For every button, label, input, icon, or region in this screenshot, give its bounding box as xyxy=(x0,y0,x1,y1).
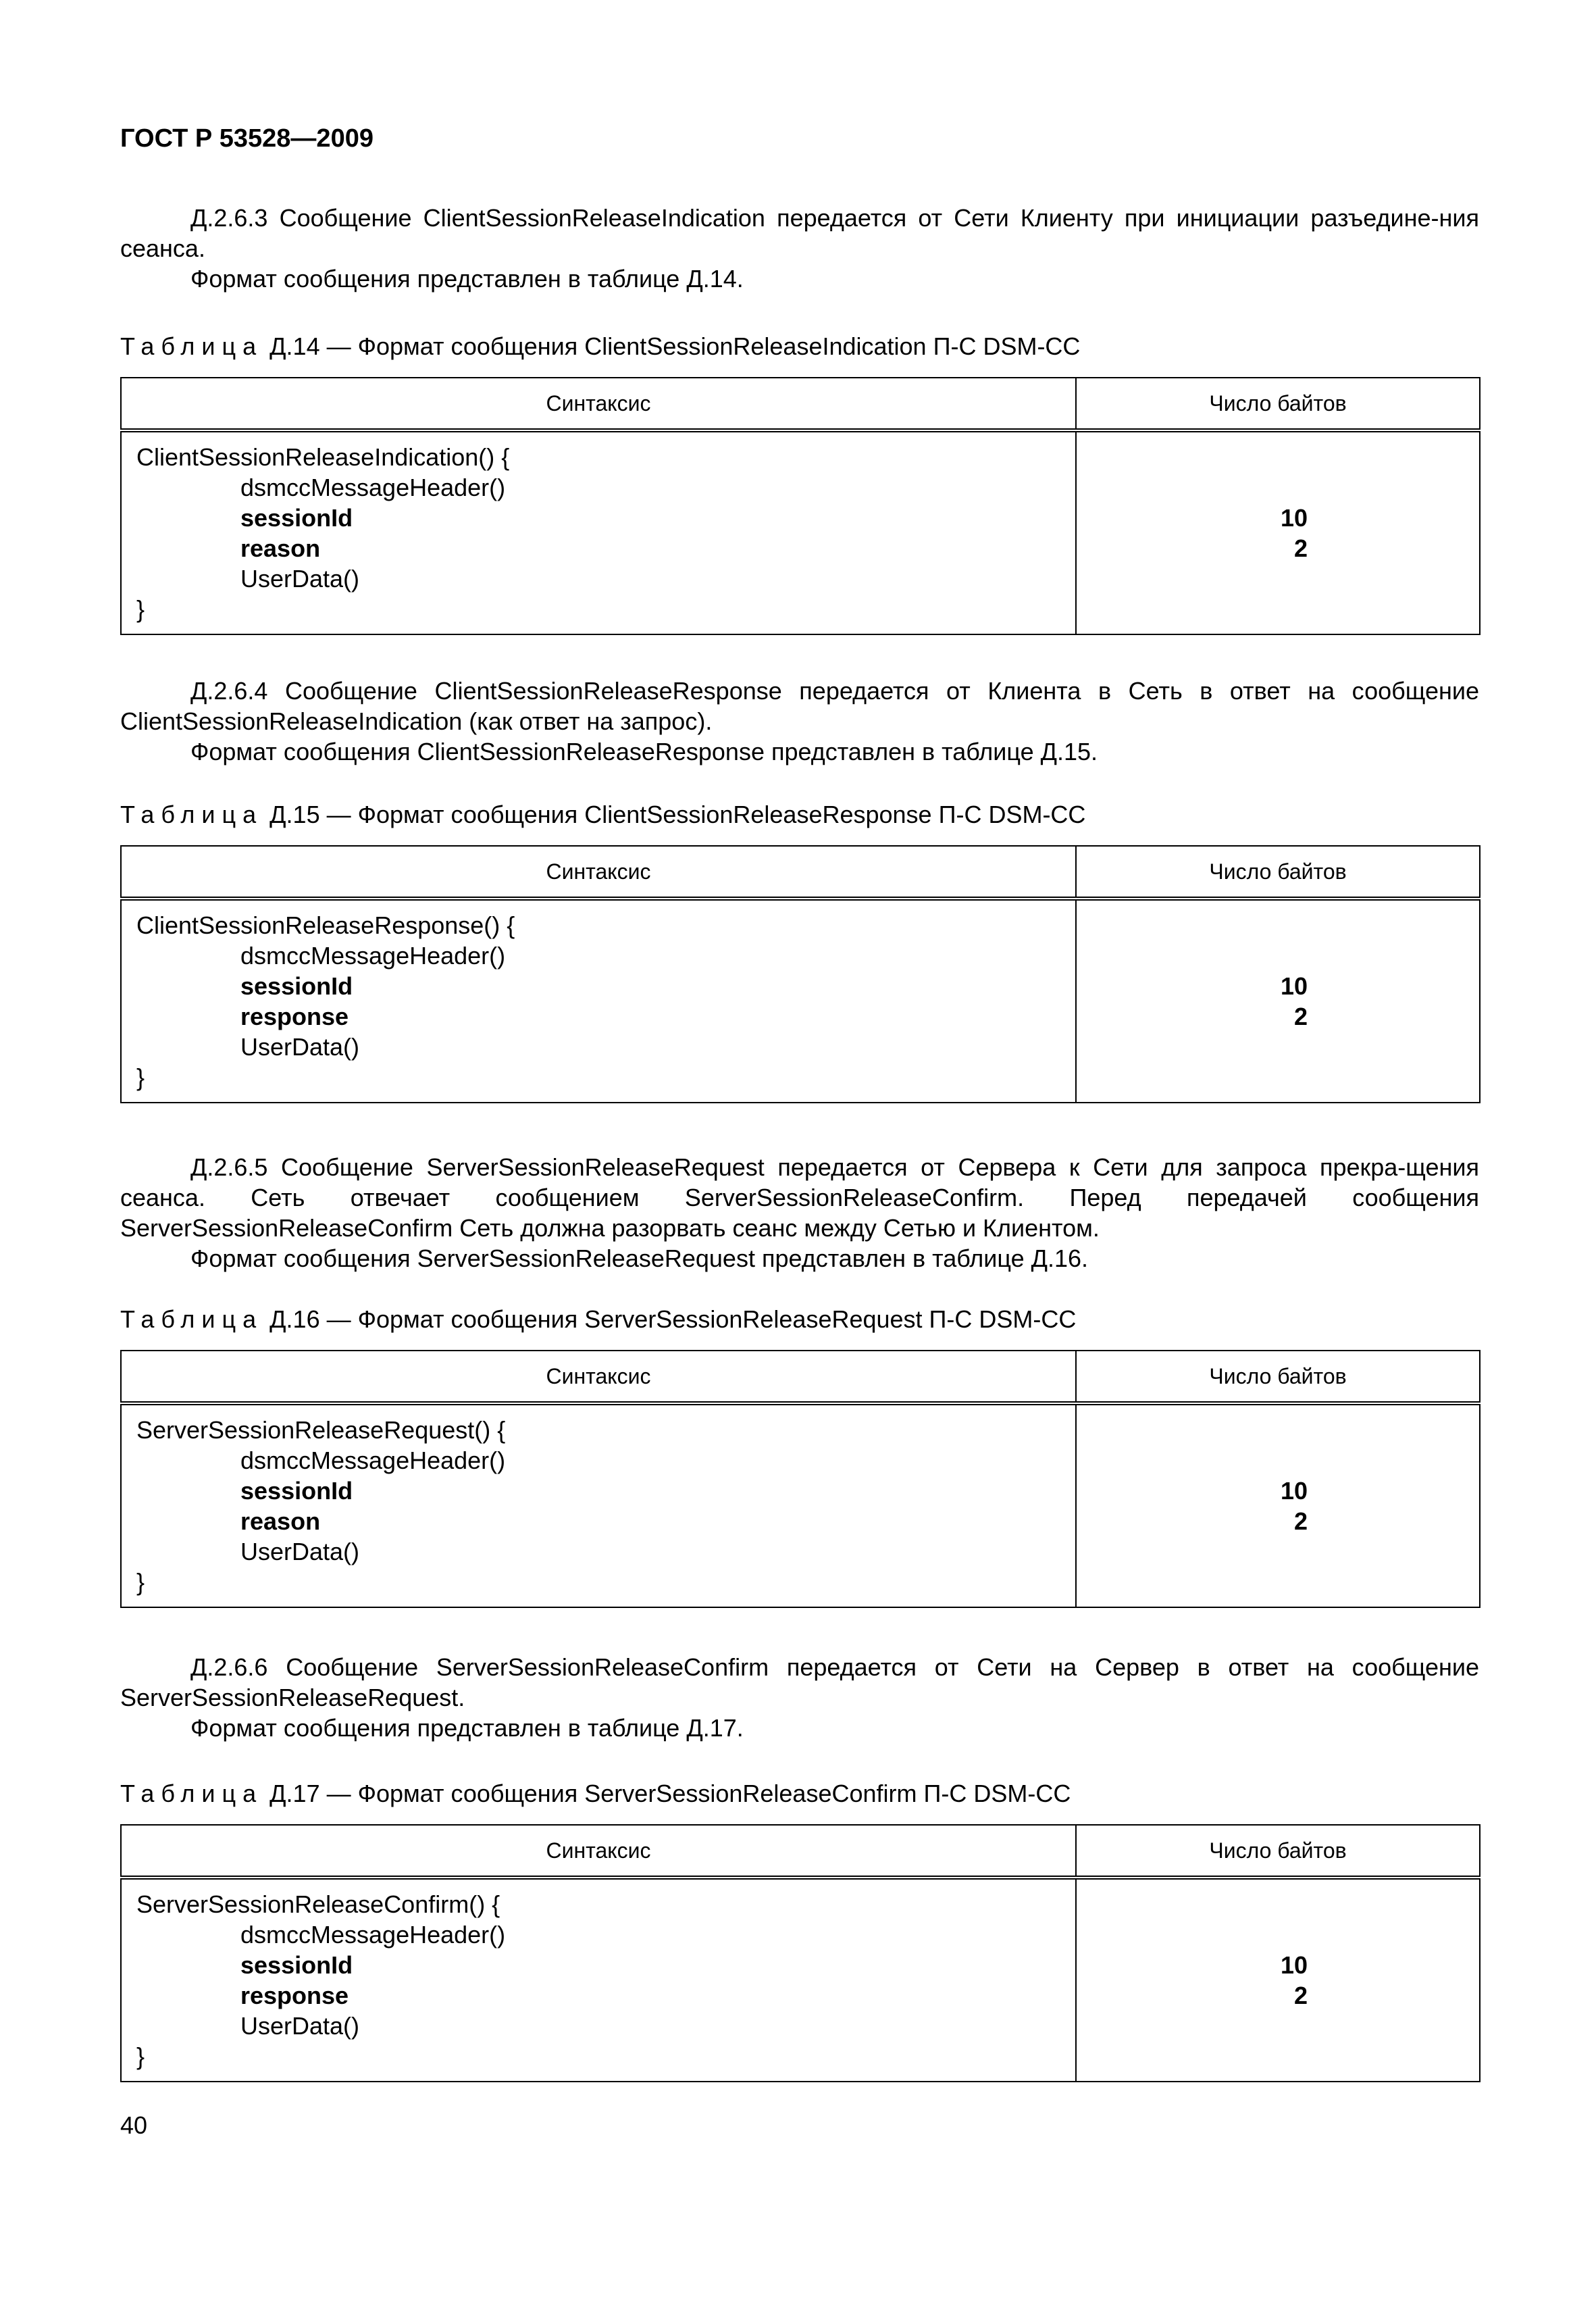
caption-prefix: Таблица xyxy=(120,801,263,828)
syntax-cell xyxy=(121,1403,1076,1607)
user-data-call: UserData() xyxy=(240,565,360,593)
field-session-id: sessionId xyxy=(240,972,353,1000)
table-caption-d15 xyxy=(120,799,1085,830)
header-call: dsmccMessageHeader() xyxy=(240,1447,506,1474)
format-table-d16 xyxy=(120,1350,1481,1608)
bytes-response: 2 xyxy=(1293,1982,1308,2009)
caption-text: Д.17 — Формат сообщения ServerSessionReleaseConfirm П-С DSM-CC xyxy=(269,1780,1071,1807)
caption-text: Д.15 — Формат сообщения ClientSessionReleaseResponse П-С DSM-CC xyxy=(269,801,1086,828)
syntax-cell xyxy=(121,1878,1076,2082)
caption-prefix: Таблица xyxy=(120,1780,263,1807)
paragraph: Д.2.6.3 Сообщение ClientSessionReleaseIndication передается от Сети Клиенту при инициации разъедине-ния сеанса. xyxy=(120,204,1479,262)
caption-prefix: Таблица xyxy=(120,1305,263,1333)
syntax-cell xyxy=(121,899,1076,1103)
user-data-call: UserData() xyxy=(240,1538,360,1565)
header-call: dsmccMessageHeader() xyxy=(240,1921,506,1948)
caption-text: Д.14 — Формат сообщения ClientSessionReleaseIndication П-С DSM-CC xyxy=(269,332,1081,360)
table-caption-d14 xyxy=(120,331,1080,361)
function-close: } xyxy=(136,2042,145,2070)
bytes-cell xyxy=(1076,430,1480,634)
paragraph: Д.2.6.4 Сообщение ClientSessionReleaseResponse передается от Клиента в Сеть в ответ на сообщение ClientSessionReleaseIndication (как ответ на запрос). xyxy=(120,677,1479,735)
section-d266-text xyxy=(120,1652,1479,1743)
column-header-bytes: Число байтов xyxy=(1076,378,1480,430)
bytes-session-id: 10 xyxy=(1280,1477,1308,1505)
syntax-cell xyxy=(121,430,1076,634)
bytes-response: 2 xyxy=(1293,1003,1308,1030)
field-session-id: sessionId xyxy=(240,1951,353,1979)
column-header-syntax: Синтаксис xyxy=(121,378,1076,430)
format-table-d15 xyxy=(120,845,1481,1103)
bytes-session-id: 10 xyxy=(1280,1951,1308,1979)
function-close: } xyxy=(136,1063,145,1091)
function-open: ClientSessionReleaseIndication() { xyxy=(136,443,510,471)
bytes-session-id: 10 xyxy=(1280,504,1308,532)
section-d263-text xyxy=(120,203,1479,294)
bytes-session-id: 10 xyxy=(1280,972,1308,1000)
paragraph: Д.2.6.5 Сообщение ServerSessionReleaseRequest передается от Сервера к Сети для запроса прекра-щения сеанса. Сеть отвечает сообщением ServerSessionReleaseConfirm. Перед передачей сообщения ServerSessionReleaseConfirm Сеть должна разорвать сеанс между Сетью и Клиентом. xyxy=(120,1153,1479,1242)
header-call: dsmccMessageHeader() xyxy=(240,942,506,970)
paragraph: Формат сообщения представлен в таблице Д.17. xyxy=(190,1714,744,1742)
bytes-cell xyxy=(1076,1878,1480,2082)
column-header-bytes: Число байтов xyxy=(1076,846,1480,899)
paragraph: Формат сообщения ClientSessionReleaseResponse представлен в таблице Д.15. xyxy=(190,738,1098,765)
table-caption-d16 xyxy=(120,1304,1076,1334)
function-open: ClientSessionReleaseResponse() { xyxy=(136,911,515,939)
caption-text: Д.16 — Формат сообщения ServerSessionReleaseRequest П-С DSM-CC xyxy=(269,1305,1077,1333)
user-data-call: UserData() xyxy=(240,2012,360,2040)
function-close: } xyxy=(136,595,145,623)
field-reason: reason xyxy=(240,534,321,562)
function-open: ServerSessionReleaseConfirm() { xyxy=(136,1890,500,1918)
field-session-id: sessionId xyxy=(240,1477,353,1505)
section-d264-text xyxy=(120,676,1479,767)
format-table-d17 xyxy=(120,1824,1481,2082)
section-d265-text xyxy=(120,1152,1479,1274)
bytes-reason: 2 xyxy=(1293,534,1308,562)
bytes-cell xyxy=(1076,899,1480,1103)
field-reason: reason xyxy=(240,1507,321,1535)
field-response: response xyxy=(240,1982,349,2009)
user-data-call: UserData() xyxy=(240,1033,360,1061)
caption-prefix: Таблица xyxy=(120,332,263,360)
paragraph: Формат сообщения ServerSessionReleaseRequest представлен в таблице Д.16. xyxy=(190,1244,1089,1272)
field-response: response xyxy=(240,1003,349,1030)
header-call: dsmccMessageHeader() xyxy=(240,474,506,501)
function-close: } xyxy=(136,1568,145,1596)
format-table-d14 xyxy=(120,377,1481,635)
document-header: ГОСТ Р 53528—2009 xyxy=(120,124,374,153)
column-header-syntax: Синтаксис xyxy=(121,1825,1076,1878)
column-header-bytes: Число байтов xyxy=(1076,1825,1480,1878)
function-open: ServerSessionReleaseRequest() { xyxy=(136,1416,506,1444)
bytes-cell xyxy=(1076,1403,1480,1607)
paragraph: Д.2.6.6 Сообщение ServerSessionReleaseConfirm передается от Сети на Сервер в ответ на сообщение ServerSessionReleaseRequest. xyxy=(120,1653,1479,1711)
column-header-syntax: Синтаксис xyxy=(121,1351,1076,1403)
paragraph: Формат сообщения представлен в таблице Д.14. xyxy=(190,265,744,293)
table-caption-d17 xyxy=(120,1778,1071,1809)
bytes-reason: 2 xyxy=(1293,1507,1308,1535)
column-header-syntax: Синтаксис xyxy=(121,846,1076,899)
field-session-id: sessionId xyxy=(240,504,353,532)
column-header-bytes: Число байтов xyxy=(1076,1351,1480,1403)
page-number: 40 xyxy=(120,2111,148,2139)
